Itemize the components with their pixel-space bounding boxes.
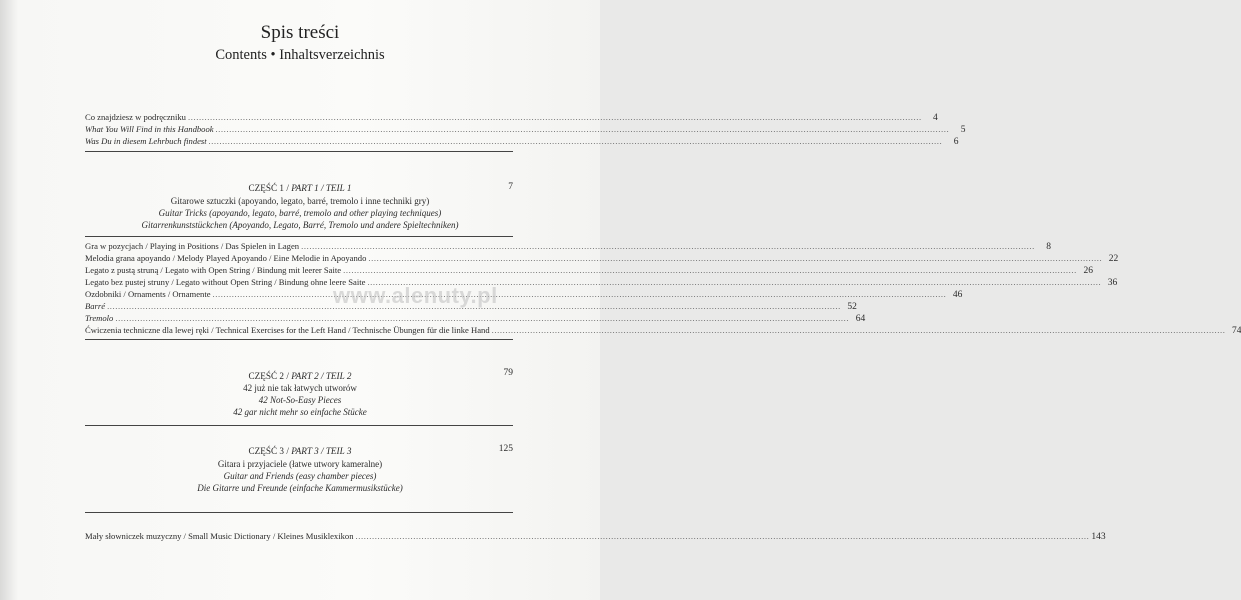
toc-entry-label: Tremolo (85, 313, 114, 323)
divider (85, 425, 513, 426)
toc-entry[interactable] (85, 252, 1119, 264)
toc-page-number: 74 (1231, 326, 1241, 336)
toc-entry-intro-pl[interactable] (85, 111, 938, 123)
page-title: Spis treści (260, 22, 340, 43)
toc-entry[interactable] (85, 324, 1241, 336)
toc-entry-label: Gra w pozycjach / Playing in Positions / Das Spielen in Lagen (85, 241, 300, 251)
part1-desc-pl: Gitarowe sztuczki (apoyando, legato, barré, tremolo i inne techniki gry) (170, 196, 430, 206)
part3-page-number: 125 (498, 444, 513, 454)
part1-page-number: 7 (508, 182, 513, 192)
page-subtitle: Contents • Inhaltsverzeichnis (215, 47, 385, 63)
part2-desc-pl: 42 już nie tak łatwych utworów (243, 383, 357, 393)
toc-entry[interactable] (85, 264, 1093, 276)
toc-entry-intro-de[interactable] (85, 135, 959, 147)
dot-leader (301, 240, 1035, 252)
dot-leader (188, 111, 922, 123)
dot-leader (216, 123, 950, 135)
dot-leader (368, 252, 1102, 264)
part3-desc-en: Guitar and Friends (easy chamber pieces) (223, 471, 377, 481)
part1-heading: CZĘŚĆ 1 / PART 1 / TEIL 1 (248, 183, 352, 193)
toc-entry-intro-en[interactable] (85, 123, 966, 135)
divider (85, 151, 513, 152)
toc-entry-label: Legato z pustą struną / Legato with Open String / Bindung mit leerer Saite (85, 265, 342, 275)
part2-desc-en: 42 Not-So-Easy Pieces (258, 395, 342, 405)
dot-leader (343, 264, 1077, 276)
toc-entry-label: Was Du in diesem Lehrbuch findest (85, 136, 207, 146)
toc-entry-label: What You Will Find in this Handbook (85, 124, 214, 134)
part3-heading-pl: CZĘŚĆ 3 (248, 446, 285, 456)
toc-page-number: 6 (953, 137, 959, 147)
part3-heading: CZĘŚĆ 3 / PART 3 / TEIL 3 (248, 446, 352, 456)
toc-page-number: 8 (1046, 242, 1051, 252)
part2-heading-pl: CZĘŚĆ 2 (248, 371, 285, 381)
part1-heading-rest: PART 1 / TEIL 1 (291, 183, 352, 193)
dot-leader (115, 312, 849, 324)
dot-leader (209, 135, 943, 147)
toc-page-number: 64 (855, 314, 866, 324)
toc-page-number: 26 (1083, 266, 1093, 276)
toc-page-number: 5 (960, 125, 966, 135)
toc-entry-label: Mały słowniczek muzyczny / Small Music Dictionary / Kleines Musiklexikon (85, 531, 354, 541)
watermark: www.alenuty.pl (333, 283, 498, 308)
dot-leader (213, 288, 947, 300)
toc-entry-label: Ćwiczenia techniczne dla lewej ręki / Technical Exercises for the Left Hand / Technische Übungen für die linke Hand (85, 325, 490, 335)
part3-heading-rest: PART 3 / TEIL 3 (291, 446, 352, 456)
part1-desc-de: Gitarrenkunststückchen (Apoyando, Legato, Barré, Tremolo und andere Spieltechniken) (141, 220, 459, 230)
toc-page-number: 4 (933, 113, 938, 123)
toc-page-number: 46 (952, 290, 963, 300)
part2-desc-de: 42 gar nicht mehr so einfache Stücke (233, 407, 367, 417)
part1-heading-pl: CZĘŚĆ 1 (248, 183, 285, 193)
dot-leader (356, 530, 1090, 542)
toc-entry-label: Melodia grana apoyando / Melody Played Apoyando / Eine Melodie in Apoyando (85, 253, 367, 263)
part2-heading: CZĘŚĆ 2 / PART 2 / TEIL 2 (248, 371, 352, 381)
part2-page-number: 79 (503, 368, 513, 378)
toc-page-number: 36 (1107, 278, 1118, 288)
part2-heading-rest: PART 2 / TEIL 2 (291, 371, 352, 381)
toc-entry-label: Barré (85, 301, 106, 311)
dot-leader (492, 324, 1226, 336)
part3-desc-de: Die Gitarre und Freunde (einfache Kammermusikstücke) (197, 483, 403, 493)
divider (85, 512, 513, 513)
divider (85, 236, 513, 237)
toc-entry[interactable] (85, 240, 1051, 252)
part3-desc-pl: Gitara i przyjaciele (łatwe utwory kameralne) (217, 459, 383, 469)
toc-entry-label: Ozdobniki / Ornaments / Ornamente (85, 289, 211, 299)
toc-entry-dictionary[interactable] (85, 530, 1106, 542)
divider (85, 339, 513, 340)
toc-page-number: 22 (1108, 254, 1119, 264)
toc-entry-label: Legato bez pustej struny / Legato without Open String / Bindung ohne leere Saite (85, 277, 366, 287)
toc-entry-label: Co znajdziesz w podręczniku (85, 112, 186, 122)
part1-desc-en: Guitar Tricks (apoyando, legato, barré, tremolo and other playing techniques) (158, 208, 442, 218)
toc-entry[interactable] (85, 312, 866, 324)
toc-page-number: 143 (1091, 532, 1106, 542)
toc-page-number: 52 (847, 302, 857, 312)
